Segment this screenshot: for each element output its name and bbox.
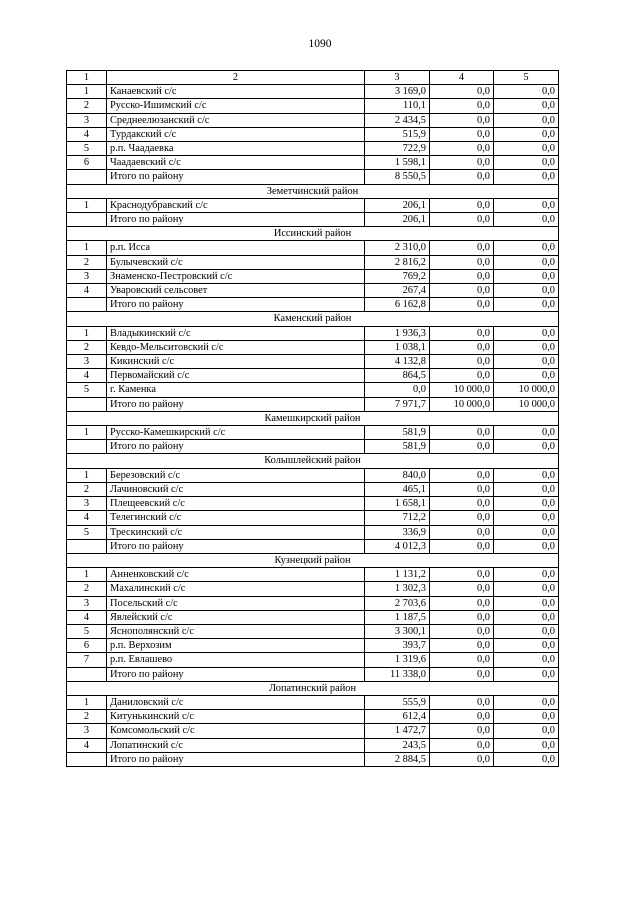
- settlement-name: р.п. Исса: [107, 241, 365, 255]
- row-number: 4: [67, 284, 107, 298]
- district-header-row: [67, 312, 559, 326]
- table-row: [67, 85, 559, 99]
- row-number: 3: [67, 497, 107, 511]
- value-col-3: 4 012,3: [365, 539, 430, 553]
- total-row: [67, 667, 559, 681]
- row-number: [67, 539, 107, 553]
- total-row: [67, 539, 559, 553]
- total-row: [67, 170, 559, 184]
- value-col-4: 0,0: [430, 426, 494, 440]
- row-number: 1: [67, 198, 107, 212]
- table-row: [67, 468, 559, 482]
- value-col-3: 3 300,1: [365, 624, 430, 638]
- settlement-name: Чаадаевский с/с: [107, 156, 365, 170]
- value-col-5: 0,0: [494, 298, 559, 312]
- settlement-name: Русско-Камешкирский с/с: [107, 426, 365, 440]
- settlement-name: Явлейский с/с: [107, 610, 365, 624]
- settlement-name: Анненковский с/с: [107, 568, 365, 582]
- value-col-5: 0,0: [494, 170, 559, 184]
- settlement-name: Китунькинский с/с: [107, 710, 365, 724]
- row-number: 1: [67, 568, 107, 582]
- value-col-4: 0,0: [430, 525, 494, 539]
- row-number: 4: [67, 610, 107, 624]
- district-header-row: [67, 184, 559, 198]
- row-number: 6: [67, 156, 107, 170]
- settlement-name: Краснодубравский с/с: [107, 198, 365, 212]
- table-row: [67, 568, 559, 582]
- table-row: [67, 113, 559, 127]
- row-number: [67, 667, 107, 681]
- table-row: [67, 127, 559, 141]
- value-col-4: 0,0: [430, 326, 494, 340]
- value-col-4: 0,0: [430, 113, 494, 127]
- value-col-4: 0,0: [430, 752, 494, 766]
- value-col-4: 10 000,0: [430, 383, 494, 397]
- settlement-name: Лачиновский с/с: [107, 482, 365, 496]
- value-col-3: 1 936,3: [365, 326, 430, 340]
- value-col-4: 0,0: [430, 99, 494, 113]
- value-col-4: 0,0: [430, 284, 494, 298]
- table-header-row: [67, 71, 559, 85]
- value-col-4: 0,0: [430, 568, 494, 582]
- settlement-name: Трескинский с/с: [107, 525, 365, 539]
- table-row: [67, 482, 559, 496]
- value-col-5: 0,0: [494, 241, 559, 255]
- row-number: 4: [67, 127, 107, 141]
- district-name: Земетчинский район: [67, 184, 559, 198]
- budget-table: [66, 70, 559, 767]
- value-col-3: 581,9: [365, 440, 430, 454]
- value-col-5: 0,0: [494, 695, 559, 709]
- value-col-3: 612,4: [365, 710, 430, 724]
- value-col-5: 0,0: [494, 752, 559, 766]
- value-col-4: 0,0: [430, 596, 494, 610]
- value-col-5: 10 000,0: [494, 397, 559, 411]
- row-number: 4: [67, 511, 107, 525]
- row-number: [67, 397, 107, 411]
- settlement-name: Итого по району: [107, 298, 365, 312]
- row-number: 1: [67, 426, 107, 440]
- settlement-name: Владыкинский с/с: [107, 326, 365, 340]
- row-number: 5: [67, 525, 107, 539]
- row-number: [67, 752, 107, 766]
- settlement-name: Итого по району: [107, 667, 365, 681]
- value-col-5: 0,0: [494, 667, 559, 681]
- table-row: [67, 695, 559, 709]
- value-col-4: 0,0: [430, 127, 494, 141]
- header-col-3: 3: [365, 71, 430, 85]
- value-col-3: 722,9: [365, 142, 430, 156]
- value-col-5: 0,0: [494, 468, 559, 482]
- value-col-4: 0,0: [430, 667, 494, 681]
- table-row: [67, 269, 559, 283]
- settlement-name: Первомайский с/с: [107, 369, 365, 383]
- table-row: [67, 497, 559, 511]
- table-row: [67, 255, 559, 269]
- value-col-4: 0,0: [430, 355, 494, 369]
- row-number: 3: [67, 269, 107, 283]
- settlement-name: Махалинский с/с: [107, 582, 365, 596]
- value-col-3: 2 884,5: [365, 752, 430, 766]
- value-col-5: 0,0: [494, 639, 559, 653]
- district-name: Колышлейский район: [67, 454, 559, 468]
- value-col-5: 0,0: [494, 568, 559, 582]
- value-col-5: 0,0: [494, 653, 559, 667]
- table-row: [67, 511, 559, 525]
- header-col-1: 1: [67, 71, 107, 85]
- row-number: 2: [67, 482, 107, 496]
- value-col-4: 0,0: [430, 710, 494, 724]
- value-col-5: 0,0: [494, 525, 559, 539]
- value-col-3: 7 971,7: [365, 397, 430, 411]
- row-number: [67, 213, 107, 227]
- table-row: [67, 198, 559, 212]
- row-number: 2: [67, 255, 107, 269]
- row-number: 5: [67, 383, 107, 397]
- district-name: Камешкирский район: [67, 411, 559, 425]
- value-col-4: 0,0: [430, 639, 494, 653]
- value-col-5: 0,0: [494, 511, 559, 525]
- settlement-name: Знаменско-Пестровский с/с: [107, 269, 365, 283]
- settlement-name: Итого по району: [107, 213, 365, 227]
- table-row: [67, 710, 559, 724]
- district-header-row: [67, 681, 559, 695]
- row-number: 1: [67, 85, 107, 99]
- district-header-row: [67, 227, 559, 241]
- row-number: 2: [67, 340, 107, 354]
- total-row: [67, 752, 559, 766]
- total-row: [67, 213, 559, 227]
- header-col-5: 5: [494, 71, 559, 85]
- row-number: 4: [67, 369, 107, 383]
- settlement-name: Березовский с/с: [107, 468, 365, 482]
- value-col-5: 0,0: [494, 724, 559, 738]
- value-col-3: 1 131,2: [365, 568, 430, 582]
- value-col-3: 243,5: [365, 738, 430, 752]
- value-col-4: 0,0: [430, 269, 494, 283]
- settlement-name: Итого по району: [107, 539, 365, 553]
- table-row: [67, 355, 559, 369]
- value-col-5: 0,0: [494, 113, 559, 127]
- value-col-5: 0,0: [494, 610, 559, 624]
- value-col-4: 0,0: [430, 724, 494, 738]
- value-col-5: 0,0: [494, 582, 559, 596]
- value-col-3: 1 319,6: [365, 653, 430, 667]
- value-col-3: 6 162,8: [365, 298, 430, 312]
- value-col-5: 0,0: [494, 482, 559, 496]
- value-col-5: 0,0: [494, 738, 559, 752]
- district-header-row: [67, 454, 559, 468]
- value-col-3: 206,1: [365, 198, 430, 212]
- settlement-name: Телегинский с/с: [107, 511, 365, 525]
- value-col-5: 0,0: [494, 426, 559, 440]
- value-col-5: 0,0: [494, 127, 559, 141]
- value-col-4: 0,0: [430, 497, 494, 511]
- value-col-5: 0,0: [494, 539, 559, 553]
- table-row: [67, 142, 559, 156]
- row-number: 1: [67, 326, 107, 340]
- value-col-3: 1 598,1: [365, 156, 430, 170]
- value-col-4: 10 000,0: [430, 397, 494, 411]
- value-col-5: 10 000,0: [494, 383, 559, 397]
- value-col-4: 0,0: [430, 468, 494, 482]
- table-row: [67, 610, 559, 624]
- value-col-3: 206,1: [365, 213, 430, 227]
- value-col-3: 769,2: [365, 269, 430, 283]
- settlement-name: Плещеевский с/с: [107, 497, 365, 511]
- row-number: 2: [67, 582, 107, 596]
- row-number: [67, 170, 107, 184]
- settlement-name: р.п. Верхозим: [107, 639, 365, 653]
- value-col-3: 465,1: [365, 482, 430, 496]
- value-col-3: 1 658,1: [365, 497, 430, 511]
- value-col-3: 3 169,0: [365, 85, 430, 99]
- settlement-name: Итого по району: [107, 752, 365, 766]
- value-col-3: 336,9: [365, 525, 430, 539]
- settlement-name: Кевдо-Мельситовский с/с: [107, 340, 365, 354]
- value-col-5: 0,0: [494, 99, 559, 113]
- value-col-4: 0,0: [430, 213, 494, 227]
- settlement-name: Булычевский с/с: [107, 255, 365, 269]
- settlement-name: г. Каменка: [107, 383, 365, 397]
- value-col-4: 0,0: [430, 440, 494, 454]
- table-row: [67, 596, 559, 610]
- district-name: Кузнецкий район: [67, 553, 559, 567]
- value-col-5: 0,0: [494, 440, 559, 454]
- value-col-3: 840,0: [365, 468, 430, 482]
- settlement-name: Даниловский с/с: [107, 695, 365, 709]
- value-col-4: 0,0: [430, 241, 494, 255]
- table-row: [67, 99, 559, 113]
- value-col-4: 0,0: [430, 255, 494, 269]
- value-col-3: 1 472,7: [365, 724, 430, 738]
- settlement-name: Турдакский с/с: [107, 127, 365, 141]
- settlement-name: р.п. Евлашево: [107, 653, 365, 667]
- row-number: 3: [67, 724, 107, 738]
- value-col-4: 0,0: [430, 511, 494, 525]
- row-number: 3: [67, 596, 107, 610]
- value-col-3: 267,4: [365, 284, 430, 298]
- row-number: 5: [67, 624, 107, 638]
- district-name: Каменский район: [67, 312, 559, 326]
- row-number: 1: [67, 241, 107, 255]
- row-number: [67, 298, 107, 312]
- settlement-name: Среднеелюзанский с/с: [107, 113, 365, 127]
- value-col-3: 11 338,0: [365, 667, 430, 681]
- value-col-3: 2 310,0: [365, 241, 430, 255]
- table-row: [67, 241, 559, 255]
- value-col-4: 0,0: [430, 170, 494, 184]
- value-col-4: 0,0: [430, 482, 494, 496]
- value-col-3: 1 302,3: [365, 582, 430, 596]
- value-col-4: 0,0: [430, 582, 494, 596]
- table-row: [67, 284, 559, 298]
- row-number: 6: [67, 639, 107, 653]
- value-col-5: 0,0: [494, 624, 559, 638]
- value-col-4: 0,0: [430, 156, 494, 170]
- value-col-4: 0,0: [430, 198, 494, 212]
- row-number: 2: [67, 99, 107, 113]
- settlement-name: Итого по району: [107, 440, 365, 454]
- value-col-4: 0,0: [430, 142, 494, 156]
- value-col-5: 0,0: [494, 269, 559, 283]
- value-col-4: 0,0: [430, 369, 494, 383]
- table-row: [67, 653, 559, 667]
- settlement-name: Яснополянский с/с: [107, 624, 365, 638]
- value-col-3: 4 132,8: [365, 355, 430, 369]
- value-col-5: 0,0: [494, 369, 559, 383]
- value-col-4: 0,0: [430, 610, 494, 624]
- value-col-3: 515,9: [365, 127, 430, 141]
- value-col-4: 0,0: [430, 539, 494, 553]
- table-row: [67, 525, 559, 539]
- value-col-4: 0,0: [430, 85, 494, 99]
- value-col-5: 0,0: [494, 213, 559, 227]
- value-col-4: 0,0: [430, 653, 494, 667]
- value-col-4: 0,0: [430, 738, 494, 752]
- table-row: [67, 369, 559, 383]
- row-number: 1: [67, 468, 107, 482]
- total-row: [67, 298, 559, 312]
- value-col-3: 555,9: [365, 695, 430, 709]
- value-col-3: 8 550,5: [365, 170, 430, 184]
- table-row: [67, 383, 559, 397]
- row-number: 5: [67, 142, 107, 156]
- settlement-name: Комсомольский с/с: [107, 724, 365, 738]
- value-col-5: 0,0: [494, 255, 559, 269]
- value-col-5: 0,0: [494, 340, 559, 354]
- table-row: [67, 340, 559, 354]
- value-col-5: 0,0: [494, 710, 559, 724]
- value-col-5: 0,0: [494, 156, 559, 170]
- district-header-row: [67, 553, 559, 567]
- value-col-3: 712,2: [365, 511, 430, 525]
- value-col-3: 2 703,6: [365, 596, 430, 610]
- district-name: Иссинский район: [67, 227, 559, 241]
- value-col-3: 581,9: [365, 426, 430, 440]
- value-col-5: 0,0: [494, 198, 559, 212]
- value-col-3: 1 038,1: [365, 340, 430, 354]
- value-col-4: 0,0: [430, 298, 494, 312]
- table-row: [67, 326, 559, 340]
- row-number: 1: [67, 695, 107, 709]
- value-col-3: 864,5: [365, 369, 430, 383]
- value-col-4: 0,0: [430, 695, 494, 709]
- total-row: [67, 440, 559, 454]
- settlement-name: Итого по району: [107, 397, 365, 411]
- value-col-5: 0,0: [494, 596, 559, 610]
- total-row: [67, 397, 559, 411]
- settlement-name: Лопатинский с/с: [107, 738, 365, 752]
- table-row: [67, 426, 559, 440]
- row-number: 3: [67, 113, 107, 127]
- value-col-5: 0,0: [494, 284, 559, 298]
- settlement-name: Посельский с/с: [107, 596, 365, 610]
- value-col-4: 0,0: [430, 624, 494, 638]
- value-col-3: 2 434,5: [365, 113, 430, 127]
- settlement-name: Кикинский с/с: [107, 355, 365, 369]
- district-header-row: [67, 411, 559, 425]
- value-col-3: 1 187,5: [365, 610, 430, 624]
- value-col-5: 0,0: [494, 85, 559, 99]
- table-row: [67, 582, 559, 596]
- settlement-name: Итого по району: [107, 170, 365, 184]
- settlement-name: Канаевский с/с: [107, 85, 365, 99]
- header-col-4: 4: [430, 71, 494, 85]
- settlement-name: Русско-Ишимский с/с: [107, 99, 365, 113]
- value-col-3: 2 816,2: [365, 255, 430, 269]
- row-number: [67, 440, 107, 454]
- value-col-4: 0,0: [430, 340, 494, 354]
- table-row: [67, 156, 559, 170]
- header-col-2: 2: [107, 71, 365, 85]
- district-name: Лопатинский район: [67, 681, 559, 695]
- table-row: [67, 624, 559, 638]
- table-row: [67, 639, 559, 653]
- page-number: 1090: [308, 38, 332, 50]
- row-number: 2: [67, 710, 107, 724]
- row-number: 3: [67, 355, 107, 369]
- row-number: 4: [67, 738, 107, 752]
- value-col-5: 0,0: [494, 497, 559, 511]
- value-col-3: 0,0: [365, 383, 430, 397]
- value-col-5: 0,0: [494, 355, 559, 369]
- table-row: [67, 724, 559, 738]
- row-number: 7: [67, 653, 107, 667]
- value-col-3: 110,1: [365, 99, 430, 113]
- settlement-name: р.п. Чаадаевка: [107, 142, 365, 156]
- table-row: [67, 738, 559, 752]
- value-col-5: 0,0: [494, 326, 559, 340]
- value-col-5: 0,0: [494, 142, 559, 156]
- settlement-name: Уваровский сельсовет: [107, 284, 365, 298]
- value-col-3: 393,7: [365, 639, 430, 653]
